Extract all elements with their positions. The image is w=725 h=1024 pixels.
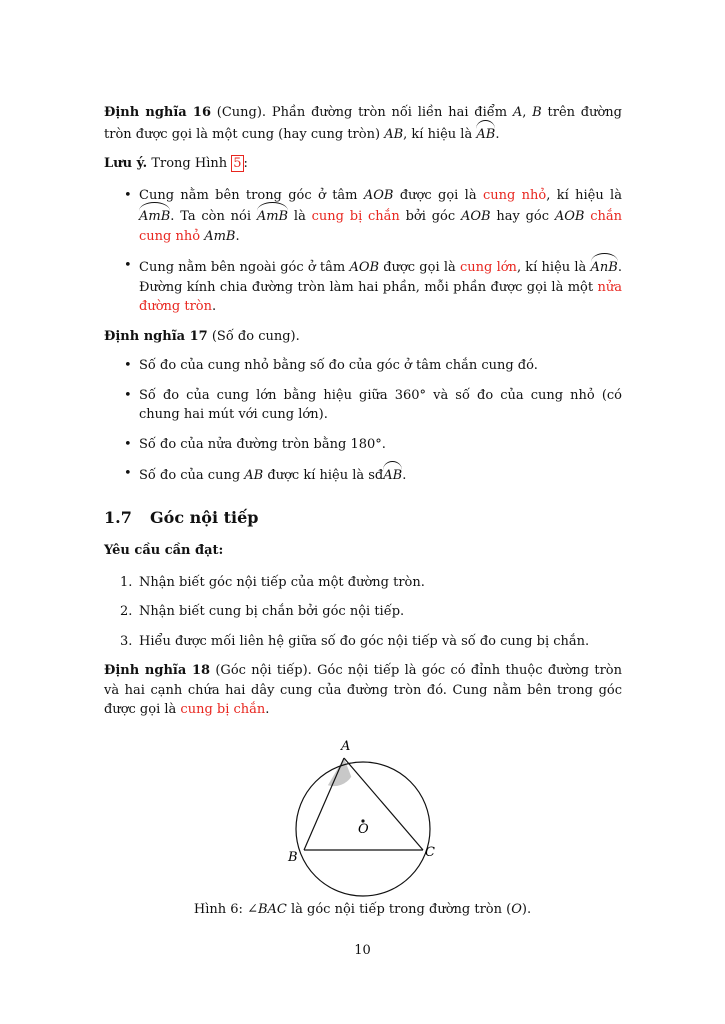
list-item: 1. Nhận biết góc nội tiếp của một đường tròn. (120, 574, 425, 590)
list-item: • Số đo của nửa đường tròn bằng 180°. (139, 435, 622, 455)
label-C: C (425, 845, 435, 860)
requirements-label: Yêu cầu cần đạt: (104, 543, 224, 558)
list-item: • Số đo của cung AB được kí hiệu là sđAB. (139, 464, 622, 486)
def17-label: Định nghĩa 17 (104, 328, 208, 344)
label-O: O (358, 822, 369, 837)
list-item: 2. Nhận biết cung bị chắn bởi góc nội tiếp. (120, 604, 405, 619)
requirements-list (104, 573, 622, 652)
def16-label: Định nghĩa 16 (104, 105, 211, 120)
def17-list (104, 356, 622, 486)
section-title: Góc nội tiếp (150, 507, 259, 527)
figure-caption: Hình 6: ∠BAC là góc nội tiếp trong đường tròn (O). (193, 902, 532, 917)
definition-16: Định nghĩa 16 (Cung). Phần đường tròn nối liền hai điểm A, B trên đường tròn được gọi là một cung (hay cung tròn) AB, kí hiệu là AB. (104, 103, 622, 144)
list-item: 3. Hiểu được mối liên hệ giữa số đo góc nội tiếp và số đo cung bị chắn. (120, 633, 590, 649)
list-item: • Cung nằm bên trong góc ở tâm AOB được gọi là cung nhỏ, kí hiệu là AmB. Ta còn nói AmB là cung bị chắn bởi góc AOB hay góc AOB chắn cung nhỏ AmB. (139, 186, 622, 247)
note-list (104, 186, 622, 317)
list-item: • Cung nằm bên ngoài góc ở tâm AOB được gọi là cung lớn, kí hiệu là AnB. Đường kính chia đường tròn làm hai phần, mỗi phần được gọi là một nửa đường tròn. (139, 256, 622, 317)
note-label: Lưu ý. (104, 156, 148, 171)
definition-18: Định nghĩa 18 (Góc nội tiếp). Góc nội tiếp là góc có đỉnh thuộc đường tròn và hai cạnh chứa hai dây cung của đường tròn đó. Cung nằm bên trong góc được gọi là cung bị chắn. (104, 663, 622, 717)
page-content (104, 103, 622, 720)
list-item: • Số đo của cung nhỏ bằng số đo của góc ở tâm chắn cung đó. (139, 356, 622, 376)
figure-reference-link[interactable]: 5 (233, 156, 242, 171)
chord-AB (304, 758, 344, 850)
label-A: A (341, 739, 351, 754)
section-heading (104, 508, 622, 528)
chord-AC (344, 758, 423, 850)
def18-label: Định nghĩa 18 (104, 663, 211, 678)
section-number: 1.7 (104, 507, 132, 527)
arc-symbol: AB (476, 123, 495, 145)
inscribed-angle-figure (282, 733, 452, 898)
list-item: • Số đo của cung lớn bằng hiệu giữa 360° và số đo của cung nhỏ (có chung hai mút với cung lớn). (139, 386, 622, 425)
definition-17: Định nghĩa 17 (Số đo cung). (104, 328, 300, 344)
label-B: B (288, 850, 298, 865)
page-number: 10 (354, 943, 371, 958)
note: Lưu ý. Trong Hình 5 : (104, 156, 248, 171)
